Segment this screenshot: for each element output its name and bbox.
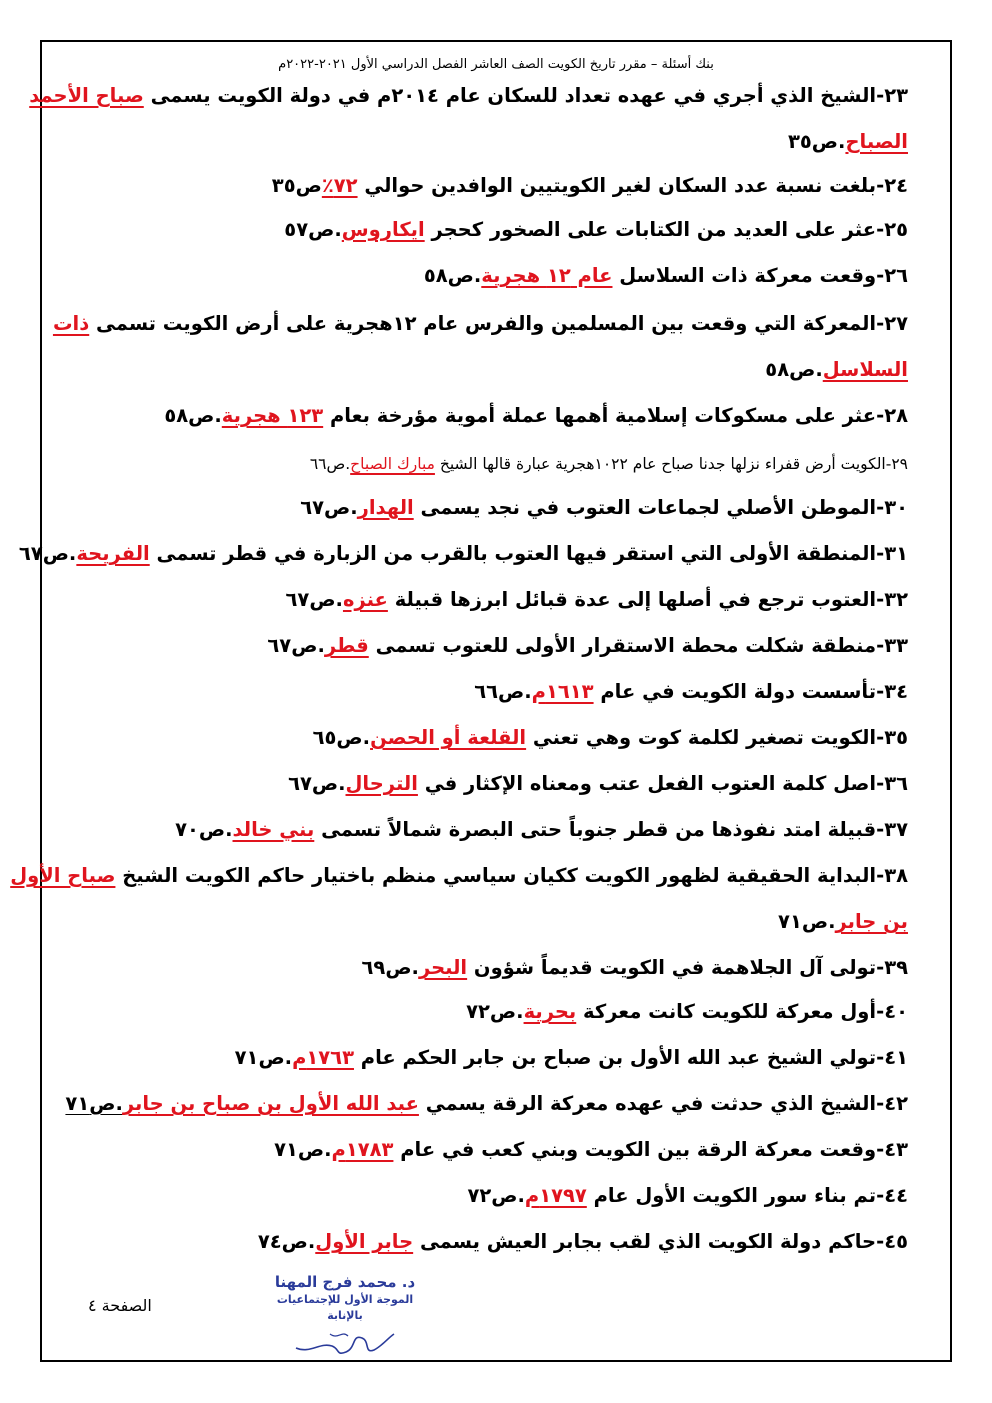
question-text: قبيلة امتد نفوذها من قطر جنوباً حتى البصرة شمالاً تسمى xyxy=(321,818,877,841)
answer: الهدار xyxy=(357,496,414,519)
question-text: تأسست دولة الكويت في عام xyxy=(600,680,877,703)
question-39 xyxy=(362,954,908,982)
question-text: الكويت تصغير لكلمة كوت وهي تعني xyxy=(532,726,877,749)
question-43 xyxy=(274,1136,908,1164)
answer: عام ١٢ هجرية xyxy=(481,264,613,287)
page-ref: .ص٣٥ xyxy=(787,130,846,153)
question-number: ٤٠- xyxy=(876,1000,908,1023)
question-number: ٤٢- xyxy=(876,1092,908,1115)
answer: ١٦١٣م xyxy=(531,680,594,703)
question-37 xyxy=(175,816,908,844)
page-ref: .ص٧٢ xyxy=(467,1184,525,1207)
page-ref: .ص٧٢ xyxy=(466,1000,524,1023)
question-text: عثر على العديد من الكتابات على الصخور كحجر xyxy=(431,218,877,241)
page-ref: .ص٦٥ xyxy=(312,726,371,749)
question-29 xyxy=(310,450,908,478)
question-number: ٢٧- xyxy=(876,312,908,335)
page-ref: .ص٧٤ xyxy=(257,1230,316,1253)
question-36 xyxy=(288,770,908,798)
question-text: اصل كلمة العتوب الفعل عتب ومعناه الإكثار في xyxy=(424,772,877,795)
question-text: عثر على مسكوكات إسلامية أهمها عملة أموية مؤرخة بعام xyxy=(329,404,877,427)
question-text: العتوب ترجع في أصلها إلى عدة قبائل ابرزها قبيلة xyxy=(394,588,877,611)
answer: بني خالد xyxy=(232,818,315,841)
question-number: ٢٨- xyxy=(876,404,908,427)
page-ref: .ص٦٧ xyxy=(285,588,343,611)
question-32 xyxy=(286,586,909,614)
question-text: البداية الحقيقية لظهور الكويت ككيان سياسي منظم باختيار حاكم الكويت الشيخ xyxy=(122,864,877,887)
question-23 xyxy=(29,82,908,110)
answer: ١٢٣ هجرية xyxy=(221,404,324,427)
question-text: تولى آل الجلاهمة في الكويت قديماً شؤون xyxy=(473,956,877,979)
question-number: ٣٣- xyxy=(876,634,908,657)
page-ref: .ص٦٧ xyxy=(18,542,77,565)
page-ref: .ص٧١ xyxy=(778,910,836,933)
answer-continuation: الصباح xyxy=(845,130,908,153)
question-number: ٣١- xyxy=(876,542,908,565)
question-text: الموطن الأصلي لجماعات العتوب في نجد يسمى xyxy=(420,496,877,519)
question-text: منطقة شكلت محطة الاستقرار الأولى للعتوب تسمى xyxy=(375,634,877,657)
question-number: ٢٩- xyxy=(885,455,908,473)
question-text: المنطقة الأولى التي استقر فيها العتوب بالقرب من الزبارة في قطر تسمى xyxy=(156,542,877,565)
answer: عنزه xyxy=(342,588,388,611)
question-text: الكويت أرض قفراء نزلها جدنا صباح عام ١٠٢٢هجرية عبارة قالها الشيخ xyxy=(439,455,886,473)
question-text: تولي الشيخ عبد الله الأول بن صباح بن جابر الحكم عام xyxy=(360,1046,877,1069)
question-31 xyxy=(19,540,908,568)
question-number: ٤١- xyxy=(876,1046,908,1069)
answer: عبد الله الأول بن صباح بن جابر xyxy=(122,1092,419,1115)
answer-continuation: السلاسل xyxy=(822,358,908,381)
question-23-continuation xyxy=(788,128,908,156)
question-number: ٤٥- xyxy=(876,1230,908,1253)
answer: مبارك الصباح xyxy=(350,455,435,473)
page-ref: .ص٦٧ xyxy=(300,496,358,519)
question-40 xyxy=(466,998,908,1026)
question-number: ٣٢- xyxy=(876,588,908,611)
answer: الترحال xyxy=(345,772,418,795)
answer: جابر الأول xyxy=(315,1230,414,1253)
question-text: الشيخ الذي أجري في عهده تعداد للسكان عام ٢٠١٤م في دولة الكويت يسمى xyxy=(150,84,877,107)
question-number: ٣٩- xyxy=(876,956,908,979)
question-24 xyxy=(272,172,908,200)
page-ref: .ص٧١ xyxy=(274,1138,332,1161)
question-text: الشيخ الذي حدثت في عهده معركة الرقة يسمي xyxy=(425,1092,877,1115)
question-number: ٤٣- xyxy=(876,1138,908,1161)
page-ref: .ص٧١ xyxy=(234,1046,293,1069)
answer: ١٧٩٧م xyxy=(524,1184,587,1207)
answer: بحرية xyxy=(523,1000,577,1023)
question-number: ٣٤- xyxy=(876,680,908,703)
page-ref: ص٣٥ xyxy=(271,174,322,197)
question-38 xyxy=(10,862,908,890)
page-ref: .ص٦٦ xyxy=(309,455,351,473)
question-text: حاكم دولة الكويت الذي لقب بجابر العيش يسمى xyxy=(419,1230,877,1253)
question-35 xyxy=(313,724,908,752)
question-text: بلغت نسبة عدد السكان لغير الكويتيين الوافدين حوالي xyxy=(364,174,877,197)
page-ref: .ص٥٧ xyxy=(284,218,342,241)
answer: ١٧٦٣م xyxy=(292,1046,354,1069)
signature-title: الموجة الأول للإجتماعيات بالإنابة xyxy=(276,1293,414,1322)
signature-name: د. محمد فرج المهنا xyxy=(274,1273,416,1291)
handwritten-signature-icon xyxy=(290,1324,400,1358)
question-number: ٢٥- xyxy=(876,218,908,241)
question-number: ٣٥- xyxy=(876,726,908,749)
answer: الفريحة xyxy=(76,542,150,565)
page-ref: .ص٥٨ xyxy=(164,404,222,427)
answer: صباح الأول xyxy=(10,864,116,887)
question-33 xyxy=(267,632,908,660)
signature-block xyxy=(260,1272,430,1358)
question-number: ٢٣- xyxy=(876,84,908,107)
page-ref: .ص٥٨ xyxy=(765,358,823,381)
question-text: المعركة التي وقعت بين المسلمين والفرس عام ١٢هجرية على أرض الكويت تسمى xyxy=(96,312,877,335)
page-ref: .ص٧١ xyxy=(65,1092,123,1115)
answer: ١٧٨٣م xyxy=(331,1138,394,1161)
question-text: تم بناء سور الكويت الأول عام xyxy=(593,1184,877,1207)
page-number: الصفحة ٤ xyxy=(88,1296,152,1315)
question-number: ٣٠- xyxy=(876,496,908,519)
question-44 xyxy=(467,1182,908,1210)
question-number: ٣٨- xyxy=(876,864,908,887)
answer: القلعة أو الحصن xyxy=(370,726,527,749)
page-ref: .ص٦٩ xyxy=(361,956,419,979)
answer: ٧٢٪ xyxy=(321,174,358,197)
page-header: بنك أسئلة – مقرر تاريخ الكويت الصف العاشر الفصل الدراسي الأول ٢٠٢١-٢٠٢٢م xyxy=(278,57,714,72)
question-30 xyxy=(300,494,908,522)
question-number: ٢٦- xyxy=(876,264,908,287)
page-ref: .ص٦٦ xyxy=(474,680,532,703)
question-text: وقعت معركة ذات السلاسل xyxy=(619,264,877,287)
question-number: ٣٦- xyxy=(876,772,908,795)
question-27-continuation xyxy=(765,356,908,384)
answer: صباح الأحمد xyxy=(29,84,144,107)
question-41 xyxy=(235,1044,908,1072)
answer: قطر xyxy=(324,634,369,657)
question-42 xyxy=(65,1090,908,1118)
question-45 xyxy=(258,1228,908,1256)
page-ref: .ص٦٧ xyxy=(288,772,346,795)
question-28 xyxy=(164,402,908,430)
question-27 xyxy=(53,310,908,338)
question-38-continuation xyxy=(778,908,908,936)
answer: ذات xyxy=(52,312,90,335)
question-26 xyxy=(424,262,908,290)
page-ref: .ص٥٨ xyxy=(423,264,482,287)
answer: البحر xyxy=(418,956,468,979)
question-text: وقعت معركة الرقة بين الكويت وبني كعب في عام xyxy=(400,1138,877,1161)
page-ref: .ص٦٧ xyxy=(267,634,325,657)
question-34 xyxy=(474,678,908,706)
question-25 xyxy=(284,216,908,244)
answer-continuation: بن جابر xyxy=(835,910,908,933)
answer: ايكاروس xyxy=(341,218,425,241)
question-number: ٤٤- xyxy=(876,1184,908,1207)
question-text: أول معركة للكويت كانت معركة xyxy=(583,1000,877,1023)
question-number: ٢٤- xyxy=(876,174,908,197)
page-ref: .ص٧٠ xyxy=(175,818,233,841)
question-number: ٣٧- xyxy=(876,818,908,841)
